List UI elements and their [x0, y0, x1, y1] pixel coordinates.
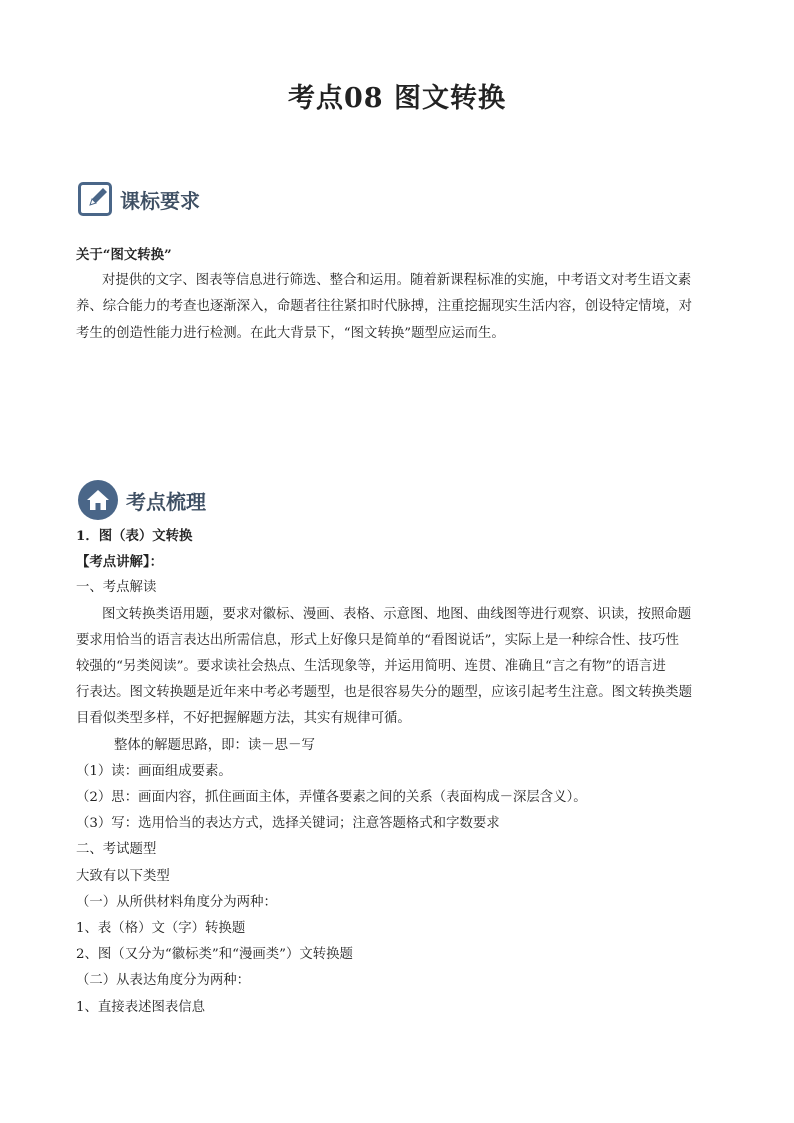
paragraph-line: （1）读：画面组成要素。: [76, 763, 232, 779]
paragraph-line: 二、考试题型: [76, 842, 157, 858]
document-title: 考点08 图文转换: [288, 83, 506, 114]
paragraph-line: （一）从所供材料角度分为两种：: [76, 894, 277, 910]
paragraph-line: 大致有以下类型: [76, 868, 170, 884]
paragraph-line: 1、表（格）文（字）转换题: [76, 921, 246, 937]
home-icon: [78, 480, 118, 520]
subheading: 关于“图文转换”: [76, 247, 172, 263]
subheading: 1．图（表）文转换: [76, 528, 193, 544]
paragraph-line: （2）思：画面内容，抓住画面主体，弄懂各要素之间的关系（表面构成－深层含义）。: [76, 790, 587, 806]
paragraph-line: 整体的解题思路，即：读－思－写: [114, 737, 315, 753]
edit-pencil-icon: [78, 182, 112, 216]
paragraph-line: 对提供的文字、图表等信息进行筛选、整合和运用。随着新课程标准的实施，中考语文对考生语文素: [102, 273, 692, 289]
paragraph-line: 养、综合能力的考查也逐渐深入，命题者往往紧扣时代脉搏，注重挖掘现实生活内容，创设特定情境，对: [76, 299, 692, 315]
paragraph-line: 较强的“另类阅读”。要求读社会热点、生活现象等，并运用简明、连贯、准确且“言之有物”的语言进: [76, 659, 666, 675]
section-curriculum-body: [76, 242, 718, 347]
paragraph-line: 行表达。图文转换题是近年来中考必考题型，也是很容易失分的题型，应该引起考生注意。图文转换类题: [76, 685, 692, 701]
paragraph-line: 2、图（又分为“徽标类”和“漫画类”）文转换题: [76, 947, 353, 963]
paragraph-line: 图文转换类语用题，要求对徽标、漫画、表格、示意图、地图、曲线图等进行观察、识读，按照命题: [102, 606, 692, 622]
section-key-points-body: [76, 523, 718, 1021]
paragraph-line: 一、考点解读: [76, 580, 157, 596]
section-heading-key-points: [78, 480, 206, 520]
section-heading-label: 考点梳理: [126, 489, 206, 514]
paragraph-line: 要求用恰当的语言表达出所需信息，形式上好像只是简单的“看图说话”，实际上是一种综合性、技巧性: [76, 632, 679, 648]
section-heading-curriculum: [78, 182, 200, 216]
paragraph-line: 1、直接表述图表信息: [76, 999, 206, 1015]
paragraph-line: （3）写：选用恰当的表达方式，选择关键词；注意答题格式和字数要求: [76, 816, 500, 832]
paragraph-line: （二）从表达角度分为两种：: [76, 973, 251, 989]
paragraph-line: 考生的创造性能力进行检测。在此大背景下，“图文转换”题型应运而生。: [76, 325, 505, 341]
subheading: 【考点讲解】：: [76, 554, 164, 571]
paragraph-line: 目看似类型多样，不好把握解题方法，其实有规律可循。: [76, 711, 411, 727]
section-heading-label: 课标要求: [120, 188, 200, 213]
